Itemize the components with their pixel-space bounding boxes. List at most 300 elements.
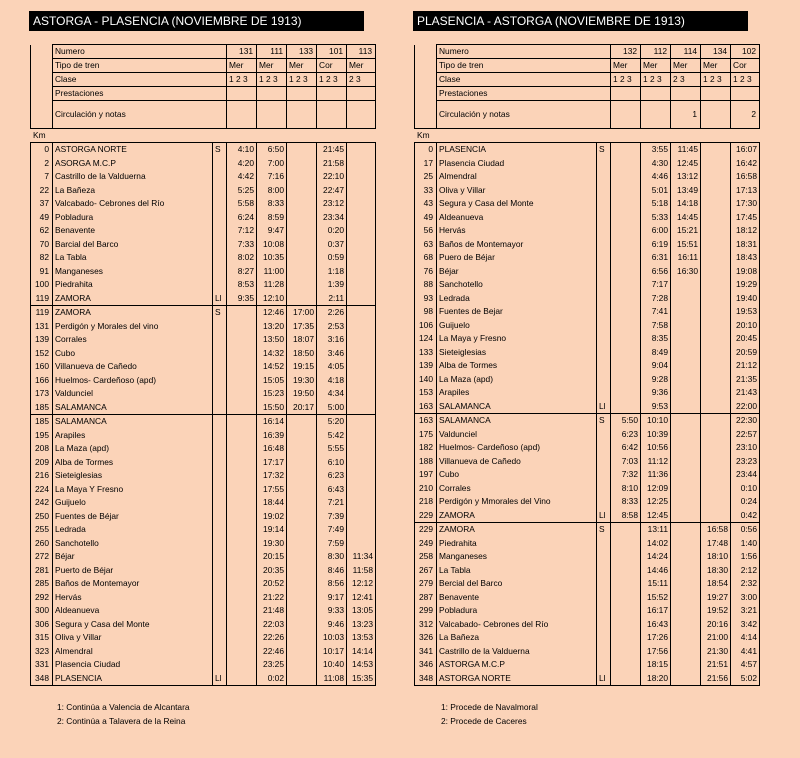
time-cell [671, 332, 701, 346]
station-name: La Maya y Fresno [437, 332, 597, 346]
train-notas-cell [611, 101, 641, 129]
stop-flag [213, 320, 227, 334]
station-row [415, 211, 760, 225]
time-cell: 16:58 [701, 523, 731, 537]
station-row [415, 400, 760, 414]
time-cell: 16:14 [257, 415, 287, 429]
stop-flag [213, 251, 227, 265]
time-cell [611, 618, 641, 632]
time-cell [611, 143, 641, 157]
km-cell: 182 [415, 441, 437, 455]
time-cell: 14:46 [641, 564, 671, 578]
time-cell: 0:59 [317, 251, 347, 265]
train-numero-cell: 133 [287, 45, 317, 59]
time-cell: 5:55 [317, 442, 347, 456]
time-cell [701, 238, 731, 252]
stop-flag: S [213, 143, 227, 157]
stop-flag [597, 468, 611, 482]
station-row [415, 359, 760, 373]
train-notas-cell [227, 101, 257, 129]
km-cell: 306 [31, 618, 53, 632]
time-cell: 2:53 [317, 320, 347, 334]
station-row [31, 672, 376, 686]
station-row [31, 658, 376, 672]
time-cell: 14:24 [641, 550, 671, 564]
time-cell [287, 537, 317, 551]
train-tipo-cell: Mer [347, 59, 376, 73]
station-name: Hervás [53, 591, 213, 605]
km-cell: 250 [31, 510, 53, 524]
time-cell: 8:10 [611, 482, 641, 496]
station-row [31, 415, 376, 429]
time-cell: 14:52 [257, 360, 287, 374]
train-tipo-cell: Mer [611, 59, 641, 73]
time-cell: 22:30 [731, 414, 760, 428]
time-cell: 9:35 [227, 292, 257, 306]
station-name: ZAMORA [53, 306, 213, 320]
time-cell [611, 238, 641, 252]
time-cell [347, 143, 376, 157]
time-cell [611, 645, 641, 659]
time-cell: 11:45 [671, 143, 701, 157]
time-cell: 21:43 [731, 386, 760, 400]
time-cell: 0:20 [317, 224, 347, 238]
time-cell [701, 211, 731, 225]
station-row [415, 658, 760, 672]
km-cell: 260 [31, 537, 53, 551]
time-cell: 18:10 [701, 550, 731, 564]
time-cell: 13:53 [347, 631, 376, 645]
time-cell [701, 170, 731, 184]
time-cell: 19:29 [731, 278, 760, 292]
time-cell: 6:24 [227, 211, 257, 225]
time-cell: 11:00 [257, 265, 287, 279]
km-cell: 88 [415, 278, 437, 292]
time-cell: 18:43 [731, 251, 760, 265]
stop-flag [597, 441, 611, 455]
time-cell: 16:11 [671, 251, 701, 265]
station-name: ZAMORA [437, 523, 597, 537]
km-cell: 229 [415, 509, 437, 523]
station-name: La Maza (apd) [53, 442, 213, 456]
time-cell [227, 496, 257, 510]
train-tipo-cell: Mer [641, 59, 671, 73]
time-cell [671, 373, 701, 387]
time-cell [227, 645, 257, 659]
header-spacer [415, 101, 437, 129]
time-cell [287, 510, 317, 524]
time-cell [287, 618, 317, 632]
time-cell: 20:17 [287, 401, 317, 415]
time-cell [227, 658, 257, 672]
time-cell: 1:56 [731, 550, 760, 564]
train-prestaciones-cell [611, 87, 641, 101]
time-cell [611, 591, 641, 605]
stop-flag [213, 415, 227, 429]
time-cell [611, 265, 641, 279]
time-cell: 2:12 [731, 564, 760, 578]
time-cell: 23:10 [731, 441, 760, 455]
time-cell [287, 672, 317, 686]
time-cell [701, 184, 731, 198]
km-cell: 76 [415, 265, 437, 279]
time-cell [701, 495, 731, 509]
train-clase-cell: 1 2 3 [257, 73, 287, 87]
time-cell [671, 658, 701, 672]
train-tipo-cell: Cor [731, 59, 760, 73]
stop-flag [597, 211, 611, 225]
time-cell [701, 400, 731, 414]
train-notas-cell [347, 101, 376, 129]
time-cell [671, 455, 701, 469]
time-cell: 6:23 [611, 428, 641, 442]
stop-flag [597, 305, 611, 319]
km-cell: 299 [415, 604, 437, 618]
km-cell: 56 [415, 224, 437, 238]
time-cell: 22:47 [317, 184, 347, 198]
time-cell [671, 319, 701, 333]
time-cell [671, 495, 701, 509]
station-row [31, 320, 376, 334]
time-cell: 6:00 [641, 224, 671, 238]
train-prestaciones-cell [641, 87, 671, 101]
time-cell: 0:24 [731, 495, 760, 509]
train-clase-cell: 1 2 3 [287, 73, 317, 87]
time-cell [227, 429, 257, 443]
station-name: Pobladura [437, 604, 597, 618]
header-row [31, 73, 376, 87]
time-cell: 19:53 [731, 305, 760, 319]
station-name: Sanchotello [53, 537, 213, 551]
train-tipo-cell: Mer [227, 59, 257, 73]
time-cell: 2:26 [317, 306, 347, 320]
time-cell: 18:50 [287, 347, 317, 361]
time-cell [287, 278, 317, 292]
time-cell: 20:16 [701, 618, 731, 632]
station-row [31, 251, 376, 265]
time-cell: 10:08 [257, 238, 287, 252]
header-label: Numero [53, 45, 227, 59]
time-cell [701, 278, 731, 292]
station-name: PLASENCIA [437, 143, 597, 157]
time-cell: 17:45 [731, 211, 760, 225]
train-notas-cell [701, 101, 731, 129]
time-cell: 16:39 [257, 429, 287, 443]
time-cell: 23:44 [731, 468, 760, 482]
stop-flag: Ll [213, 292, 227, 306]
station-row [415, 319, 760, 333]
station-row [415, 564, 760, 578]
stop-flag [597, 238, 611, 252]
time-cell [701, 332, 731, 346]
time-cell [347, 374, 376, 388]
header-label: Tipo de tren [437, 59, 611, 73]
train-prestaciones-cell [257, 87, 287, 101]
time-cell: 13:49 [671, 184, 701, 198]
stop-flag [213, 618, 227, 632]
train-clase-cell: 1 2 3 [317, 73, 347, 87]
footnote: 2: Procede de Caceres [441, 716, 527, 726]
km-cell: 160 [31, 360, 53, 374]
stop-flag [597, 157, 611, 171]
train-prestaciones-cell [317, 87, 347, 101]
header-spacer [31, 45, 53, 59]
km-cell: 91 [31, 265, 53, 279]
time-cell [227, 672, 257, 686]
time-cell [347, 415, 376, 429]
schedule-table [414, 142, 760, 686]
time-cell: 8:27 [227, 265, 257, 279]
train-prestaciones-cell [701, 87, 731, 101]
train-tipo-cell: Mer [701, 59, 731, 73]
time-cell: 17:00 [287, 306, 317, 320]
time-cell: 9:46 [317, 618, 347, 632]
footnotes [57, 700, 190, 728]
time-cell: 2:32 [731, 577, 760, 591]
km-cell: 175 [415, 428, 437, 442]
time-cell: 0:02 [257, 672, 287, 686]
time-cell [701, 482, 731, 496]
km-cell: 153 [415, 386, 437, 400]
time-cell: 17:30 [731, 197, 760, 211]
time-cell [227, 360, 257, 374]
timetable-plasencia-astorga [414, 11, 759, 686]
time-cell: 9:28 [641, 373, 671, 387]
station-name: Aldeanueva [53, 604, 213, 618]
station-name: Cubo [53, 347, 213, 361]
km-cell: 139 [31, 333, 53, 347]
train-tipo-cell: Mer [671, 59, 701, 73]
time-cell: 22:26 [257, 631, 287, 645]
station-row [31, 387, 376, 401]
train-numero-cell: 134 [701, 45, 731, 59]
stop-flag [597, 631, 611, 645]
header-label: Clase [53, 73, 227, 87]
train-tipo-cell: Cor [317, 59, 347, 73]
station-name: ASORGA M.C.P [53, 157, 213, 171]
stop-flag [597, 428, 611, 442]
stop-flag [213, 157, 227, 171]
time-cell: 21:35 [731, 373, 760, 387]
station-name: Aldeanueva [437, 211, 597, 225]
time-cell [671, 564, 701, 578]
stop-flag [597, 224, 611, 238]
station-row [415, 591, 760, 605]
footnotes [441, 700, 538, 728]
time-cell: 7:00 [257, 157, 287, 171]
time-cell [347, 306, 376, 320]
station-name: Corrales [437, 482, 597, 496]
stop-flag [213, 360, 227, 374]
time-cell: 18:07 [287, 333, 317, 347]
time-cell: 6:31 [641, 251, 671, 265]
time-cell [347, 292, 376, 306]
header-row [415, 45, 760, 59]
km-cell: 258 [415, 550, 437, 564]
km-cell: 100 [31, 278, 53, 292]
time-cell [347, 483, 376, 497]
time-cell: 17:35 [287, 320, 317, 334]
time-cell: 23:34 [317, 211, 347, 225]
stop-flag [213, 577, 227, 591]
station-row [31, 360, 376, 374]
station-name: Baños de Montemayor [53, 577, 213, 591]
station-row [415, 414, 760, 428]
station-row [415, 604, 760, 618]
time-cell [671, 482, 701, 496]
stop-flag [597, 550, 611, 564]
station-name: Villanueva de Cañedo [53, 360, 213, 374]
time-cell: 2:11 [317, 292, 347, 306]
time-cell [701, 346, 731, 360]
stop-flag [597, 577, 611, 591]
time-cell: 18:54 [701, 577, 731, 591]
time-cell: 14:02 [641, 537, 671, 551]
time-cell [701, 414, 731, 428]
time-cell: 19:40 [731, 292, 760, 306]
time-cell: 9:04 [641, 359, 671, 373]
time-cell [227, 537, 257, 551]
time-cell: 5:20 [317, 415, 347, 429]
time-cell [227, 469, 257, 483]
km-cell: 166 [31, 374, 53, 388]
time-cell: 21:56 [701, 672, 731, 686]
station-name: Sieteiglesias [53, 469, 213, 483]
train-numero-cell: 132 [611, 45, 641, 59]
train-header-table [30, 44, 376, 129]
station-name: Plasencia Ciudad [53, 658, 213, 672]
time-cell [671, 278, 701, 292]
time-cell: 0:42 [731, 509, 760, 523]
km-cell: 43 [415, 197, 437, 211]
km-cell: 37 [31, 197, 53, 211]
time-cell [611, 211, 641, 225]
time-cell [287, 442, 317, 456]
km-cell: 210 [415, 482, 437, 496]
station-name: Segura y Casa del Monte [53, 618, 213, 632]
time-cell [347, 278, 376, 292]
station-name: ZAMORA [53, 292, 213, 306]
time-cell [227, 320, 257, 334]
time-cell: 9:17 [317, 591, 347, 605]
time-cell [287, 265, 317, 279]
station-name: Valcabado- Cebrones del Río [437, 618, 597, 632]
train-tipo-cell: Mer [257, 59, 287, 73]
km-cell: 348 [415, 672, 437, 686]
station-name: Barcial del Barco [53, 238, 213, 252]
time-cell [227, 306, 257, 320]
station-row [31, 224, 376, 238]
timetable-title: PLASENCIA - ASTORGA (NOVIEMBRE DE 1913) [413, 11, 748, 31]
time-cell [671, 618, 701, 632]
km-cell: 131 [31, 320, 53, 334]
stop-flag [597, 482, 611, 496]
train-numero-cell: 101 [317, 45, 347, 59]
time-cell: 17:26 [641, 631, 671, 645]
header-spacer [415, 73, 437, 87]
time-cell [227, 483, 257, 497]
station-row [31, 604, 376, 618]
km-cell: 17 [415, 157, 437, 171]
time-cell [611, 224, 641, 238]
km-cell: 33 [415, 184, 437, 198]
time-cell [287, 251, 317, 265]
station-name: Alba de Tormes [53, 456, 213, 470]
time-cell: 11:34 [347, 550, 376, 564]
station-row [31, 211, 376, 225]
time-cell [701, 386, 731, 400]
km-cell: 249 [415, 537, 437, 551]
km-cell: 119 [31, 292, 53, 306]
time-cell: 7:17 [641, 278, 671, 292]
train-tipo-cell: Mer [287, 59, 317, 73]
time-cell: 3:16 [317, 333, 347, 347]
time-cell: 14:18 [671, 197, 701, 211]
station-name: Puero de Béjar [437, 251, 597, 265]
km-cell: 185 [31, 415, 53, 429]
time-cell [347, 429, 376, 443]
time-cell: 7:49 [317, 523, 347, 537]
km-cell: 326 [415, 631, 437, 645]
time-cell: 13:05 [347, 604, 376, 618]
km-cell: 267 [415, 564, 437, 578]
km-cell: 209 [31, 456, 53, 470]
time-cell [347, 333, 376, 347]
time-cell: 20:10 [731, 319, 760, 333]
time-cell [227, 510, 257, 524]
time-cell [227, 550, 257, 564]
km-cell: 279 [415, 577, 437, 591]
time-cell [701, 428, 731, 442]
stop-flag [213, 238, 227, 252]
time-cell [287, 604, 317, 618]
header-row [415, 73, 760, 87]
train-notas-cell [317, 101, 347, 129]
time-cell: 22:10 [317, 170, 347, 184]
time-cell: 11:08 [317, 672, 347, 686]
stop-flag [597, 495, 611, 509]
time-cell: 19:27 [701, 591, 731, 605]
stop-flag [597, 645, 611, 659]
stop-flag [213, 442, 227, 456]
km-cell: 119 [31, 306, 53, 320]
header-spacer [31, 87, 53, 101]
km-cell: 2 [31, 157, 53, 171]
time-cell [287, 483, 317, 497]
station-row [31, 238, 376, 252]
header-spacer [415, 45, 437, 59]
time-cell [671, 359, 701, 373]
time-cell [611, 564, 641, 578]
station-name: Arapiles [437, 386, 597, 400]
station-name: Plasencia Ciudad [437, 157, 597, 171]
header-label: Circulación y notas [437, 101, 611, 129]
stop-flag [597, 564, 611, 578]
stop-flag [597, 618, 611, 632]
train-clase-cell: 1 2 3 [641, 73, 671, 87]
stop-flag [213, 469, 227, 483]
station-name: La Bañeza [437, 631, 597, 645]
time-cell: 22:03 [257, 618, 287, 632]
time-cell: 14:32 [257, 347, 287, 361]
time-cell [671, 509, 701, 523]
km-cell: 173 [31, 387, 53, 401]
time-cell: 14:53 [347, 658, 376, 672]
time-cell: 12:09 [641, 482, 671, 496]
time-cell: 13:11 [641, 523, 671, 537]
km-cell: 287 [415, 591, 437, 605]
time-cell [347, 211, 376, 225]
